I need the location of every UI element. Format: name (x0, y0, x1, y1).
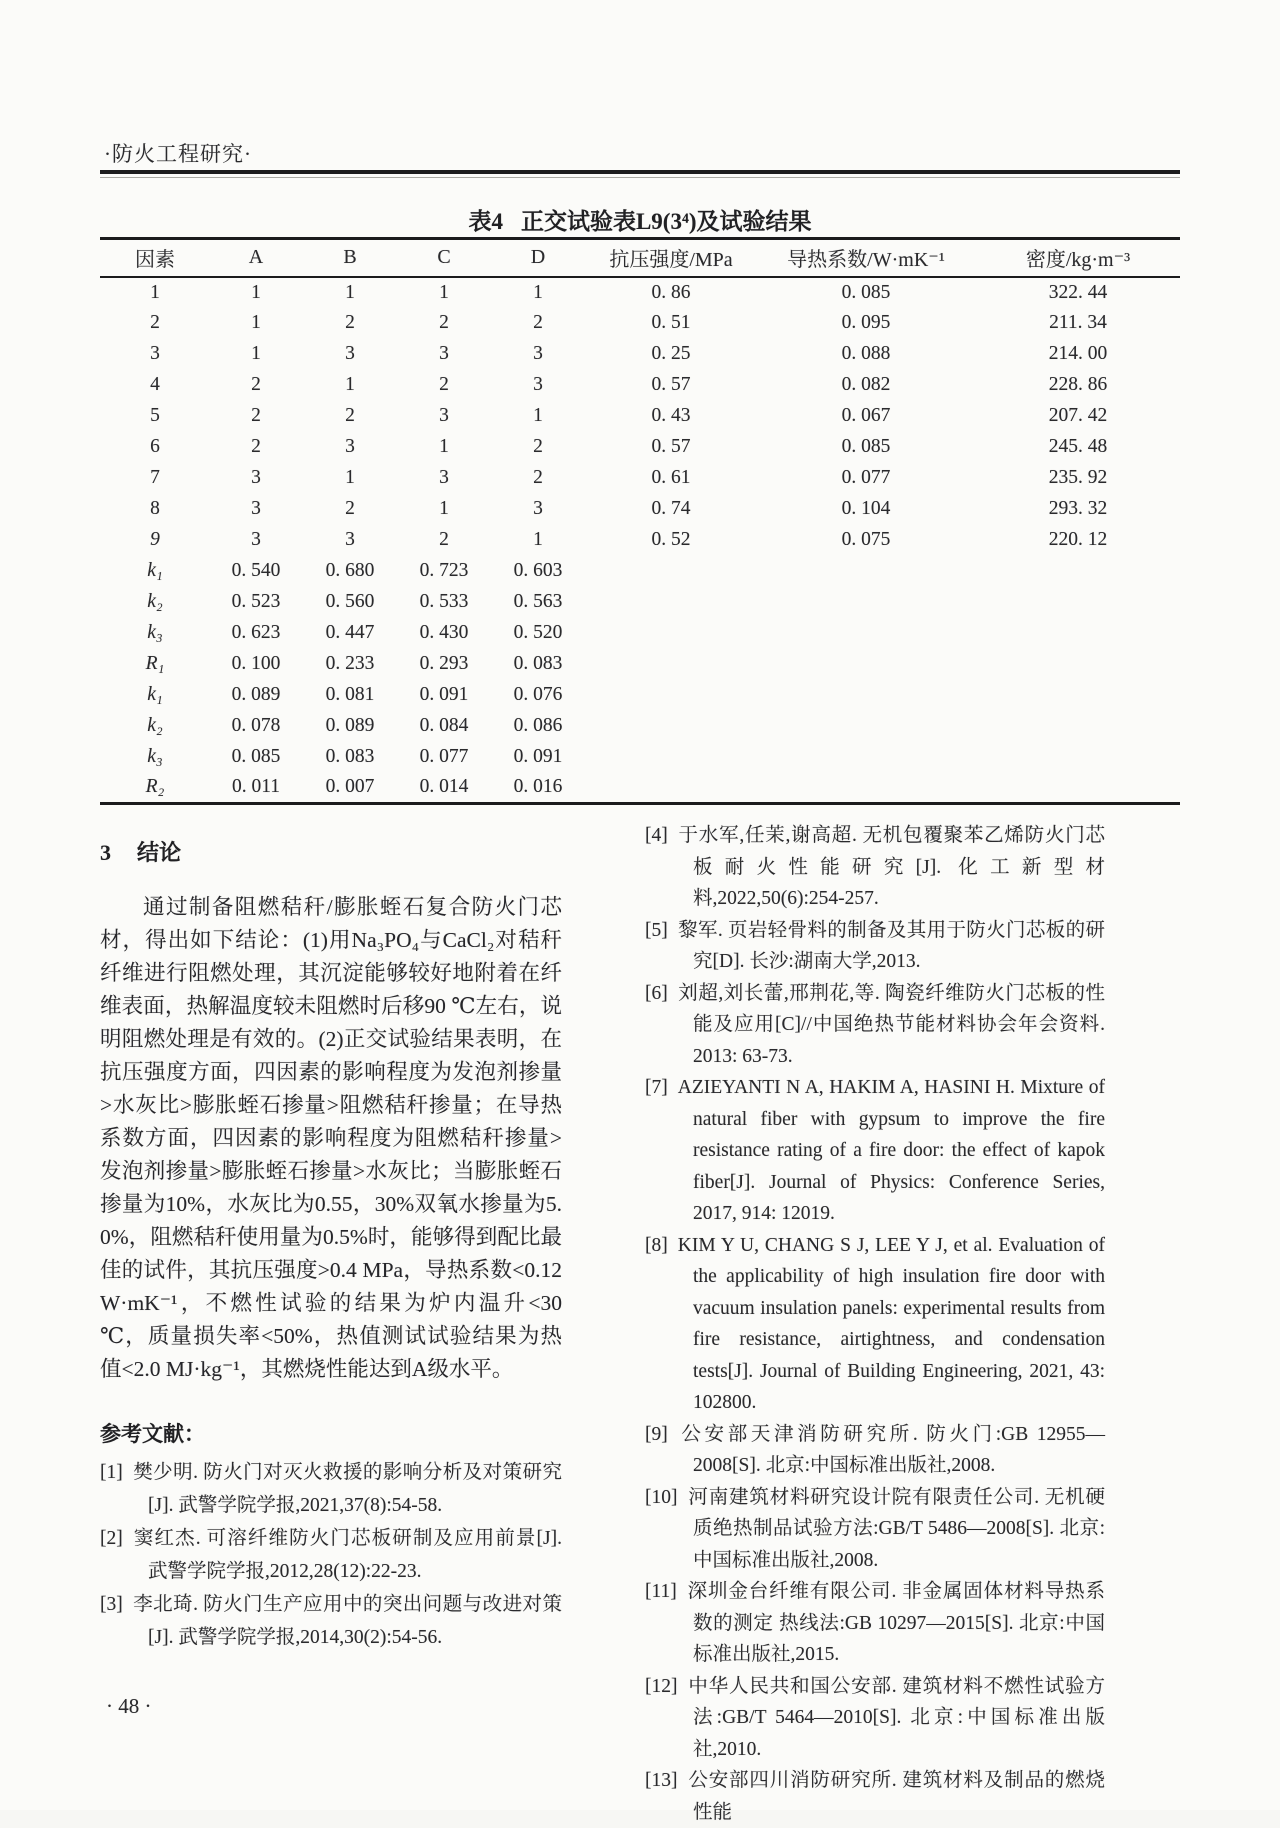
conclusion-section-title: 结论 (137, 840, 182, 865)
table-cell: 0. 447 (325, 622, 375, 643)
row-label: k₁ (147, 560, 163, 581)
table-cell: 0. 088 (841, 343, 891, 364)
references-list-left (100, 1456, 562, 1654)
row-label: 2 (150, 312, 160, 333)
reference-number: [1] (100, 1462, 123, 1483)
reference-text: 公安部四川消防研究所. 建筑材料及制品的燃烧性能 (687, 1770, 1105, 1823)
table-cell: 3 (345, 529, 355, 550)
table-row (100, 525, 1180, 556)
table-cell: 0. 075 (841, 529, 891, 550)
table-cell: 0. 084 (419, 715, 469, 736)
table-caption-text: 正交试验表L9(3⁴)及试验结果 (520, 209, 812, 234)
table-row (100, 618, 1180, 649)
table-row (100, 277, 1180, 308)
table-cell (976, 680, 1180, 711)
table-cell: 2 (251, 405, 261, 426)
table-cell (976, 618, 1180, 649)
reference-text: 公安部天津消防研究所. 防火门:GB 12955—2008[S]. 北京:中国标准出版社,2008. (677, 1423, 1105, 1476)
column-header: 导热系数/W·mK⁻¹ (756, 239, 976, 277)
reference-number: [5] (645, 919, 668, 941)
table-cell: 1 (439, 281, 449, 303)
table-cell: 0. 067 (841, 405, 891, 426)
row-label: 9 (150, 529, 160, 550)
table-cell (756, 773, 976, 804)
table-cell: 0. 077 (841, 467, 891, 488)
table-cell: 3 (439, 467, 449, 488)
table-row (100, 587, 1180, 618)
table-cell (756, 711, 976, 742)
column-header: 抗压强度/MPa (586, 239, 756, 277)
table-cell: 0. 091 (419, 684, 469, 705)
table-cell: 3 (251, 498, 261, 519)
references-list-right (645, 820, 1105, 1828)
table-row (100, 308, 1180, 339)
table-header-row (100, 239, 1180, 277)
table-cell: 214. 00 (1048, 343, 1108, 364)
results-table-wrap (100, 237, 1180, 805)
header-rule (100, 170, 1180, 174)
reference-number: [12] (645, 1675, 678, 1697)
table-cell (586, 680, 756, 711)
reference-item (645, 820, 1105, 915)
table-row (100, 556, 1180, 587)
table-cell: 0. 083 (325, 746, 375, 767)
reference-number: [4] (645, 825, 668, 846)
table-cell (976, 711, 1180, 742)
table-cell: 1 (439, 436, 449, 457)
table-cell: 0. 089 (325, 715, 375, 736)
table-cell: 3 (251, 529, 261, 550)
row-label: k₂ (147, 715, 163, 736)
journal-section-header: ·防火工程研究· (104, 142, 252, 166)
table-cell: 293. 32 (1048, 498, 1108, 519)
table-cell (756, 742, 976, 773)
table-cell: 1 (439, 498, 449, 519)
table-cell: 0. 078 (231, 715, 281, 736)
left-column (100, 836, 562, 1654)
table-row (100, 494, 1180, 525)
table-cell: 1 (345, 281, 355, 303)
table-cell: 0. 082 (841, 374, 891, 395)
row-label: 5 (150, 405, 160, 426)
reference-item (645, 1765, 1105, 1828)
table-cell: 0. 52 (651, 529, 691, 550)
table-cell: 1 (533, 529, 543, 550)
table-cell: 0. 540 (231, 560, 281, 581)
reference-text: 窦红杰. 可溶纤维防火门芯板研制及应用前景[J]. 武警学院学报,2012,28(12):22-23. (132, 1528, 562, 1582)
table-row (100, 432, 1180, 463)
table-cell: 3 (533, 343, 543, 364)
row-label: R₁ (145, 653, 165, 674)
row-label: 8 (150, 498, 160, 519)
table-cell (756, 649, 976, 680)
reference-text: 于水军,任茉,谢高超. 无机包覆聚苯乙烯防火门芯板耐火性能研究[J]. 化工新型材料,2022,50(6):254-257. (677, 825, 1105, 909)
reference-item (645, 1230, 1105, 1419)
reference-text: KIM Y U, CHANG S J, LEE Y J, et al. Evaluation of the applicability of high insulation fire door with vacuum insulation panels: experimental results from fire resistance, airtightness, and condensation tests[J]. Journal of Building Engineering, 2021, 43: 102800. (677, 1234, 1105, 1413)
table-cell: 0. 723 (419, 560, 469, 581)
table-cell: 2 (345, 405, 355, 426)
table-cell: 1 (251, 312, 261, 333)
table-cell: 0. 293 (419, 653, 469, 674)
table-cell: 1 (251, 281, 261, 303)
table-cell (586, 618, 756, 649)
orthogonal-results-table (100, 237, 1180, 805)
table-cell: 3 (251, 467, 261, 488)
references-heading: 参考文献： (100, 1422, 205, 1446)
table-cell: 228. 86 (1048, 374, 1108, 395)
table-cell: 211. 34 (1049, 312, 1107, 333)
table-cell (976, 587, 1180, 618)
table-row (100, 711, 1180, 742)
table-cell: 0. 014 (419, 776, 469, 798)
table-row (100, 649, 1180, 680)
reference-text: AZIEYANTI N A, HAKIM A, HASINI H. Mixture of natural fiber with gypsum to improve the fire resistance rating of a fire door: the effect of kapok fiber[J]. Journal of Physics: Conference Series, 2017, 914: 12019. (677, 1077, 1105, 1224)
row-label: 6 (150, 436, 160, 457)
table-cell: 3 (345, 436, 355, 457)
table-cell: 2 (439, 529, 449, 550)
reference-item (100, 1588, 562, 1654)
table-cell: 0. 57 (651, 374, 691, 395)
table-cell: 0. 520 (513, 622, 563, 643)
table-cell: 0. 533 (419, 591, 469, 612)
table-cell: 0. 104 (841, 498, 891, 519)
table-cell: 245. 48 (1048, 436, 1108, 457)
table-cell: 1 (345, 467, 355, 488)
table-cell: 3 (439, 405, 449, 426)
row-label: k₃ (147, 746, 163, 767)
reference-item (100, 1456, 562, 1522)
conclusion-paragraph: 通过制备阻燃秸秆/膨胀蛭石复合防火门芯材，得出如下结论：(1)用Na₃PO₄与CaCl₂对秸秆纤维进行阻燃处理，其沉淀能够较好地附着在纤维表面，热解温度较未阻燃时后移90 ℃左右，说明阻燃处理是有效的。(2)正交试验结果表明，在抗压强度方面，四因素的影响程度为发泡剂掺量>水灰比>膨胀蛭石掺量>阻燃秸秆掺量；在导热系数方面，四因素的影响程度为阻燃秸秆掺量>发泡剂掺量>膨胀蛭石掺量>水灰比；当膨胀蛭石掺量为10%，水灰比为0.55，30%双氧水掺量为5.0%，阻燃秸秆使用量为0.5%时，能够得到配比最佳的试件，其抗压强度>0.4 MPa，导热系数<0.12 W·mK⁻¹，不燃性试验的结果为炉内温升<30 ℃，质量损失率<50%，热值测试试验结果为热值<2.0 MJ·kg⁻¹，其燃烧性能达到A级水平。 (100, 895, 562, 1381)
reference-item (645, 1419, 1105, 1482)
table-cell (976, 556, 1180, 587)
table-cell: 0. 089 (231, 684, 281, 705)
table-cell (756, 587, 976, 618)
table-cell: 1 (533, 281, 543, 303)
table-cell (756, 680, 976, 711)
table-cell: 0. 076 (513, 684, 563, 705)
reference-number: [9] (645, 1423, 668, 1445)
table-cell: 3 (533, 374, 543, 395)
table-row (100, 370, 1180, 401)
table-cell: 0. 011 (231, 776, 281, 798)
reference-item (645, 1671, 1105, 1766)
reference-text: 刘超,刘长蕾,邢荆花,等. 陶瓷纤维防火门芯板的性能及应用[C]//中国绝热节能材料协会年会资料. 2013: 63-73. (677, 982, 1105, 1067)
row-label: R₂ (145, 776, 165, 798)
table-caption-label: 表4 (468, 209, 503, 234)
row-label: 1 (150, 281, 160, 303)
table-caption (100, 203, 1180, 236)
table-cell: 0. 085 (841, 436, 891, 457)
reference-item (645, 978, 1105, 1073)
table-cell: 0. 095 (841, 312, 891, 333)
reference-item (100, 1522, 562, 1588)
table-cell (976, 742, 1180, 773)
table-cell: 0. 61 (651, 467, 691, 488)
table-cell: 2 (439, 374, 449, 395)
table-cell: 0. 091 (513, 746, 563, 767)
reference-number: [6] (645, 982, 668, 1004)
table-cell (586, 587, 756, 618)
table-cell (586, 773, 756, 804)
table-row (100, 463, 1180, 494)
table-cell: 1 (533, 405, 543, 426)
table-cell: 207. 42 (1048, 405, 1108, 426)
table-cell: 0. 081 (325, 684, 375, 705)
reference-text: 李北琦. 防火门生产应用中的突出问题与改进对策[J]. 武警学院学报,2014,30(2):54-56. (132, 1594, 562, 1648)
table-cell: 0. 560 (325, 591, 375, 612)
reference-item (645, 1576, 1105, 1671)
table-cell: 1 (345, 374, 355, 395)
reference-item (645, 1482, 1105, 1577)
table-cell (586, 556, 756, 587)
table-cell (586, 711, 756, 742)
column-header: 密度/kg·m⁻³ (976, 239, 1180, 277)
table-cell: 2 (345, 312, 355, 333)
table-cell: 0. 016 (513, 776, 563, 798)
table-cell (586, 742, 756, 773)
table-cell: 0. 51 (651, 312, 691, 333)
reference-text: 河南建筑材料研究设计院有限责任公司. 无机硬质绝热制品试验方法:GB/T 5486—2008[S]. 北京:中国标准出版社,2008. (687, 1486, 1105, 1571)
reference-text: 深圳金台纤维有限公司. 非金属固体材料导热系数的测定 热线法:GB 10297—2015[S]. 北京:中国标准出版社,2015. (686, 1581, 1105, 1665)
reference-number: [3] (100, 1594, 123, 1615)
reference-item (645, 915, 1105, 978)
table-cell: 220. 12 (1048, 529, 1108, 550)
conclusion-section-number: 3 (100, 840, 111, 865)
table-cell (756, 556, 976, 587)
table-cell: 235. 92 (1048, 467, 1108, 488)
table-cell: 0. 523 (231, 591, 281, 612)
reference-text: 樊少明. 防火门对灭火救援的影响分析及对策研究[J]. 武警学院学报,2021,37(8):54-58. (132, 1462, 562, 1516)
table-cell: 0. 563 (513, 591, 563, 612)
reference-number: [13] (645, 1770, 678, 1791)
table-cell (586, 649, 756, 680)
table-cell (976, 773, 1180, 804)
reference-item (645, 1072, 1105, 1230)
reference-number: [8] (645, 1234, 668, 1256)
row-label: 3 (150, 343, 160, 364)
table-row (100, 680, 1180, 711)
table-cell: 2 (533, 312, 543, 333)
table-cell: 2 (251, 374, 261, 395)
table-row (100, 401, 1180, 432)
table-cell: 2 (533, 467, 543, 488)
column-header: C (398, 239, 490, 277)
row-label: k₁ (147, 684, 163, 705)
table-cell: 0. 74 (651, 498, 691, 519)
table-cell: 0. 085 (231, 746, 281, 767)
table-row (100, 339, 1180, 370)
table-cell: 3 (533, 498, 543, 519)
table-cell: 0. 085 (841, 281, 891, 303)
page-number: · 48 · (106, 1694, 152, 1718)
column-header: A (210, 239, 302, 277)
header-rule-echo (100, 177, 1180, 178)
table-cell: 0. 43 (651, 405, 691, 426)
table-cell (976, 649, 1180, 680)
table-cell: 0. 603 (513, 560, 563, 581)
reference-number: [11] (645, 1581, 677, 1602)
table-cell: 0. 25 (651, 343, 691, 364)
row-label: k₃ (147, 622, 163, 643)
reference-text: 黎军. 页岩轻骨料的制备及其用于防火门芯板的研究[D]. 长沙:湖南大学,2013. (677, 919, 1105, 972)
table-cell: 0. 233 (325, 653, 375, 674)
column-header: D (490, 239, 586, 277)
table-cell: 0. 57 (651, 436, 691, 457)
table-cell: 0. 100 (231, 653, 281, 674)
column-header: B (302, 239, 398, 277)
table-cell: 1 (251, 343, 261, 364)
table-cell: 322. 44 (1048, 281, 1108, 303)
table-cell: 2 (533, 436, 543, 457)
table-cell: 0. 077 (419, 746, 469, 767)
table-cell: 0. 680 (325, 560, 375, 581)
reference-number: [10] (645, 1486, 678, 1508)
reference-number: [7] (645, 1077, 668, 1098)
table-cell: 3 (439, 343, 449, 364)
table-row (100, 742, 1180, 773)
table-cell: 0. 086 (513, 715, 563, 736)
row-label: 4 (150, 374, 160, 395)
table-cell: 0. 86 (651, 281, 691, 303)
table-cell: 2 (251, 436, 261, 457)
reference-number: [2] (100, 1528, 123, 1549)
table-cell: 0. 083 (513, 653, 563, 674)
table-cell: 0. 007 (325, 776, 375, 798)
reference-text: 中华人民共和国公安部. 建筑材料不燃性试验方法:GB/T 5464—2010[S]. 北京:中国标准出版社,2010. (687, 1675, 1105, 1760)
table-cell: 2 (439, 312, 449, 333)
table-cell: 3 (345, 343, 355, 364)
right-column (645, 820, 1105, 1828)
row-label: 7 (150, 467, 160, 488)
conclusion-heading (100, 836, 562, 867)
table-cell: 0. 430 (419, 622, 469, 643)
table-cell: 2 (345, 498, 355, 519)
table-row (100, 773, 1180, 804)
row-label: k₂ (147, 591, 163, 612)
table-cell (756, 618, 976, 649)
column-header: 因素 (100, 239, 210, 277)
table-cell: 0. 623 (231, 622, 281, 643)
